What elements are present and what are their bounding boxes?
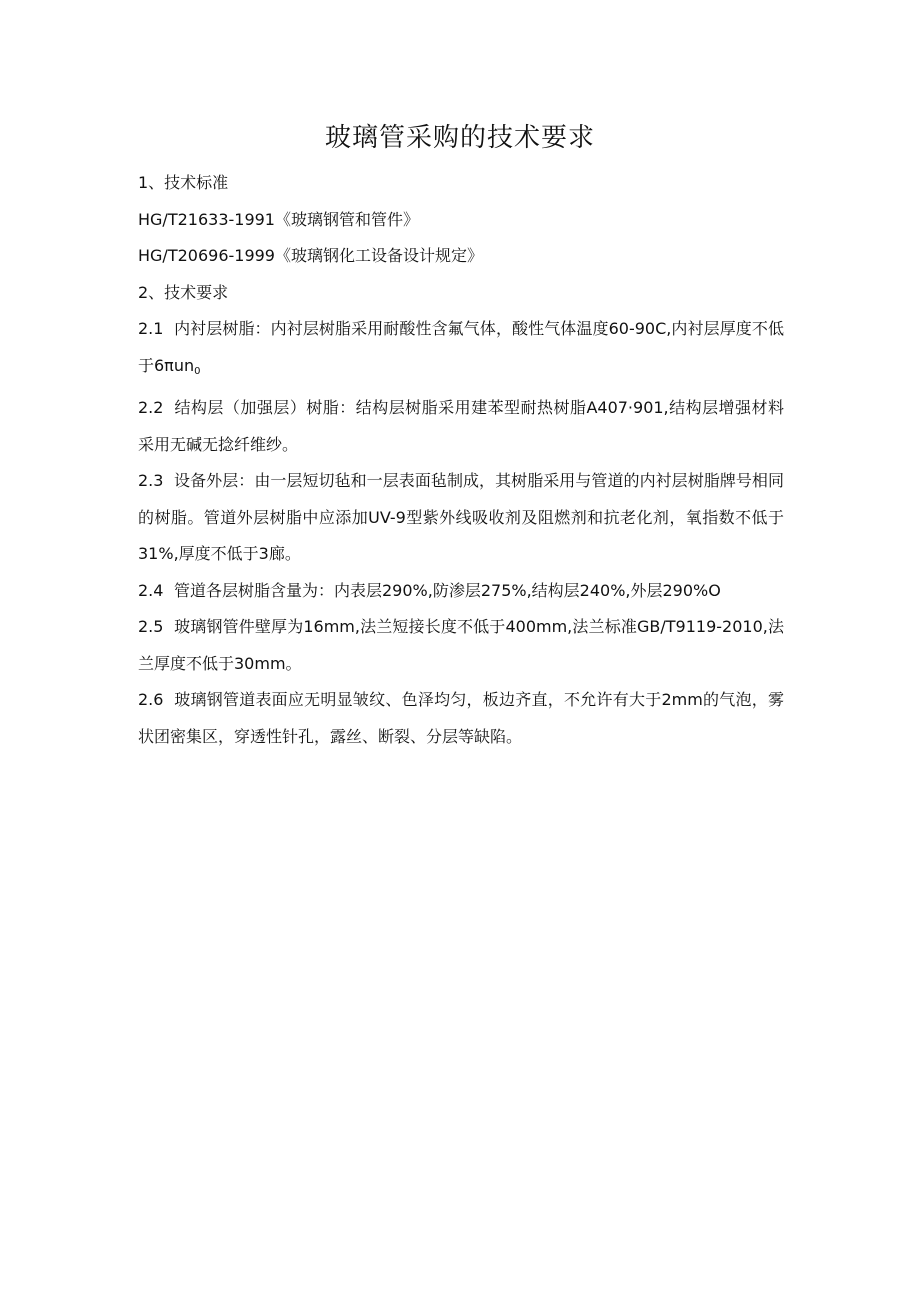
requirement-text: 玻璃钢管道表面应无明显皱纹、色泽均匀，板边齐直，不允许有大于2mm的气泡，雾状团密集区，穿透性针孔，露丝、断裂、分层等缺陷。: [138, 690, 784, 746]
requirement-text: 结构层（加强层）树脂：结构层树脂采用建苯型耐热树脂A407·901,结构层增强材料采用无碱无捻纤维纱。: [138, 398, 784, 454]
requirement-text: 内衬层树脂：内衬层树脂采用耐酸性含氟气体，酸性气体温度60-90C,内衬层厚度不低于6πun: [138, 319, 784, 375]
document-body: [138, 165, 784, 755]
requirement-item: [138, 463, 784, 573]
requirement-text: 玻璃钢管件壁厚为16mm,法兰短接长度不低于400mm,法兰标准GB/T9119-2010,法兰厚度不低于30mm。: [138, 617, 784, 673]
section-heading-requirements: 2、技术要求: [138, 282, 229, 302]
standard-line-2: HG/T20696-1999《玻璃钢化工设备设计规定》: [138, 246, 483, 265]
requirement-text: 设备外层：由一层短切毡和一层表面毡制成，其树脂采用与管道的内衬层树脂牌号相同的树脂。管道外层树脂中应添加UV-9型紫外线吸收剂及阻燃剂和抗老化剂，氧指数不低于31%,厚度不低于3廊。: [138, 471, 784, 563]
requirement-subscript: 0: [194, 365, 201, 377]
section-heading-standards: 1、技术标准: [138, 173, 229, 192]
requirement-number: 2.4: [138, 580, 164, 600]
requirement-number: 2.1: [138, 319, 164, 338]
requirement-text: 管道各层树脂含量为：内表层290%,防渗层275%,结构层240%,外层290%O: [174, 580, 721, 600]
requirement-item: [138, 682, 784, 755]
requirement-number: 2.3: [138, 471, 164, 490]
requirement-item: [138, 573, 784, 610]
requirement-number: 2.6: [138, 690, 164, 709]
document-title: 玻璃管采购的技术要求: [324, 123, 595, 153]
requirement-item: [138, 609, 784, 682]
requirement-item: [138, 311, 784, 390]
requirement-item: [138, 390, 784, 463]
requirement-number: 2.2: [138, 398, 164, 417]
requirement-number: 2.5: [138, 617, 164, 636]
standard-line-1: HG/T21633-1991《玻璃钢管和管件》: [138, 209, 419, 229]
